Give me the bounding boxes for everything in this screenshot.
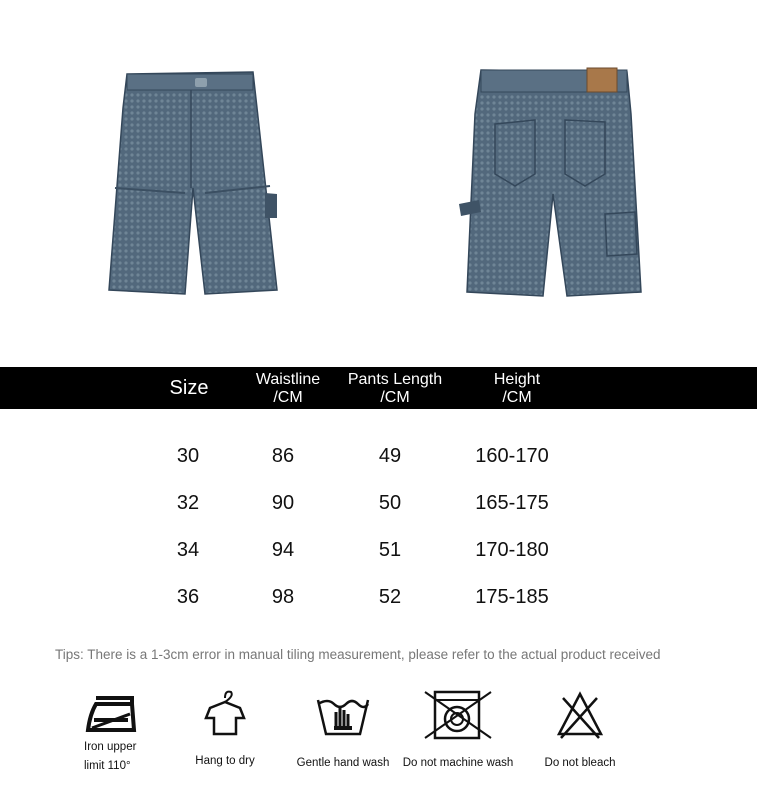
cell-size: 32 bbox=[176, 492, 200, 514]
cell-size: 30 bbox=[176, 445, 200, 467]
cell-waistline: 86 bbox=[271, 445, 295, 467]
table-row bbox=[0, 488, 757, 518]
care-no-bleach bbox=[530, 690, 630, 773]
cell-size: 34 bbox=[176, 539, 200, 561]
header-pants-length bbox=[335, 371, 455, 407]
table-row bbox=[0, 535, 757, 565]
cell-height: 170-180 bbox=[475, 539, 549, 561]
header-height-label: Height bbox=[493, 371, 541, 388]
cell-height: 175-185 bbox=[475, 586, 549, 608]
cell-waistline: 98 bbox=[271, 586, 295, 608]
cell-waistline: 94 bbox=[271, 539, 295, 561]
care-iron-label-line1: Iron upper bbox=[84, 741, 137, 753]
care-hand-wash-label: Gentle hand wash bbox=[296, 757, 390, 769]
care-no-bleach-label: Do not bleach bbox=[544, 757, 616, 769]
shorts-back-image bbox=[455, 64, 645, 300]
care-no-machine-wash bbox=[398, 690, 518, 773]
cell-pants-length: 50 bbox=[378, 492, 402, 514]
header-pants-length-unit: /CM bbox=[380, 389, 410, 406]
shorts-front-image bbox=[105, 68, 280, 300]
header-size bbox=[149, 367, 229, 409]
care-iron bbox=[70, 690, 154, 776]
size-table-header bbox=[0, 367, 757, 409]
cell-waistline: 90 bbox=[271, 492, 295, 514]
table-row bbox=[0, 441, 757, 471]
cell-pants-length: 52 bbox=[378, 586, 402, 608]
header-waistline bbox=[238, 371, 338, 407]
hanger-icon bbox=[202, 688, 248, 738]
no-machine-wash-icon bbox=[423, 690, 493, 740]
header-pants-length-label: Pants Length bbox=[347, 371, 443, 388]
cell-pants-length: 49 bbox=[378, 445, 402, 467]
care-iron-label-line2: limit 110° bbox=[84, 760, 131, 772]
measurement-tips: Tips: There is a 1-3cm error in manual tiling measurement, please refer to the actual product received bbox=[55, 647, 661, 662]
iron-icon bbox=[82, 690, 142, 738]
cell-pants-length: 51 bbox=[378, 539, 402, 561]
care-hand-wash bbox=[290, 690, 396, 773]
header-waistline-label: Waistline bbox=[255, 371, 321, 388]
care-no-machine-wash-label: Do not machine wash bbox=[402, 757, 514, 769]
hand-wash-icon bbox=[314, 690, 372, 738]
header-size-label: Size bbox=[169, 377, 209, 399]
cell-height: 160-170 bbox=[475, 445, 549, 467]
cell-height: 165-175 bbox=[475, 492, 549, 514]
care-hang bbox=[184, 688, 266, 771]
header-height-unit: /CM bbox=[502, 389, 532, 406]
care-hang-label: Hang to dry bbox=[195, 755, 255, 767]
no-bleach-icon bbox=[555, 690, 605, 740]
cell-size: 36 bbox=[176, 586, 200, 608]
header-waistline-unit: /CM bbox=[273, 389, 303, 406]
table-row bbox=[0, 582, 757, 612]
header-height bbox=[467, 371, 567, 407]
